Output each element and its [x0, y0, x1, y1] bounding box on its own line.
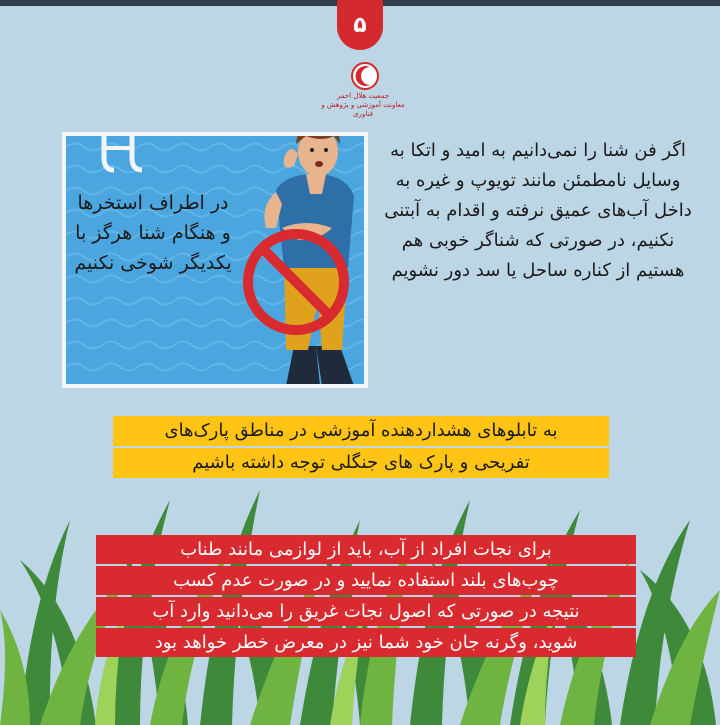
rescue-advice-line-4: شوید، وگرنه جان خود شما نیز در معرض خطر خواهد بود: [96, 628, 636, 657]
org-unit: معاونت آموزشی و پژوهش و فناوری: [321, 101, 405, 118]
rescue-advice-line-1: برای نجات افراد از آب، باید از لوازمی مانند طناب: [96, 535, 636, 564]
org-logo-text: [318, 92, 408, 119]
org-name: جمعیت هلال احمر: [336, 92, 390, 100]
warning-signs-line-1: به تابلوهای هشداردهنده آموزشی در مناطق پارک‌های: [113, 416, 609, 446]
prohibition-icon: [236, 222, 356, 342]
page-number-badge: ۵: [337, 0, 383, 50]
swimming-advice-text: اگر فن شنا را نمی‌دانیم به امید و اتکا به وسایل نامطمئن مانند تویوپ و غیره به داخل آب‌های عمیق نرفته و اقدام به آبتنی نکنیم، در صورتی که شناگر خوبی هم هستیم از کناره ساحل یا سد دور نشویم: [384, 140, 692, 281]
rescue-advice-line-3: نتیجه در صورتی که اصول نجات غریق را می‌دانید وارد آب: [96, 597, 636, 626]
pool-safety-message: در اطراف استخرها و هنگام شنا هرگز با یکدیگر شوخی نکنیم: [74, 192, 232, 274]
warning-signs-line-2: تفریحی و پارک های جنگلی توجه داشته باشیم: [113, 448, 609, 478]
pool-ladder-icon: [94, 132, 154, 178]
rescue-advice-line-2: چوب‌های بلند استفاده نمایید و در صورت عدم کسب: [96, 566, 636, 595]
